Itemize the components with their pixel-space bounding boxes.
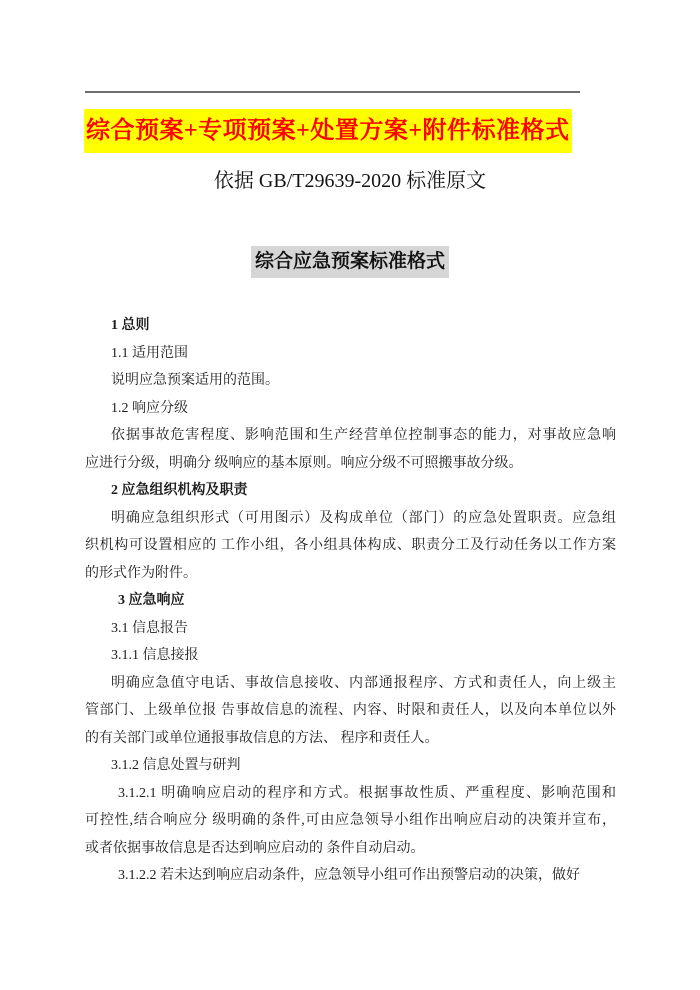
heading-3-1-info-report: 3.1 信息报告 <box>111 620 188 636</box>
main-title-block <box>84 109 616 153</box>
para-3-1-2-1-line: 或者依据事故信息是否达到响应启动的 条件自动启动。 <box>85 840 425 856</box>
heading-1-2-response-grading: 1.2 响应分级 <box>111 400 188 416</box>
heading-3-response: 3 应急响应 <box>118 593 185 608</box>
para-3-1-2-1-line: 3.1.2.1 明确响应启动的程序和方式。根据事故性质、严重程度、影响范围和 <box>118 785 616 801</box>
heading-1-general: 1 总则 <box>111 318 150 333</box>
para-info-receive-line: 明确应急值守电话、事故信息接收、内部通报程序、方式和责任人，向上级主 <box>111 675 616 691</box>
para-response-grading-line: 依据事故危害程度、影响范围和生产经营单位控制事态的能力，对事故应急响 <box>111 428 616 443</box>
para-info-receive-line: 管部门、上级单位报 告事故信息的流程、内容、时限和责任人，以及向本单位以外 <box>85 703 616 718</box>
para-organization-line: 织机构可设置相应的 工作小组，各小组具体构成、职责分工及行动任务以工作方案 <box>85 538 616 553</box>
section-title-block <box>0 246 700 278</box>
para-organization-line: 明确应急组织形式（可用图示）及构成单位（部门）的应急处置职责。应急组 <box>111 510 616 526</box>
para-3-1-2-1-line: 可控性,结合响应分 级明确的条件,可由应急领导小组作出响应启动的决策并宣布， <box>85 813 616 828</box>
para-info-receive-line: 的有关部门或单位通报事故信息的方法、 程序和责任人。 <box>85 730 439 746</box>
para-response-grading-line: 应进行分级，明确分 级响应的基本原则。响应分级不可照搬事故分级。 <box>85 455 523 471</box>
para-organization-line: 的形式作为附件。 <box>85 565 197 581</box>
top-divider-rule <box>85 91 580 93</box>
heading-3-1-2-info-handling: 3.1.2 信息处置与研判 <box>111 758 241 773</box>
para-3-1-2-2-line: 3.1.2.2 若未达到响应启动条件，应急领导小组可作出预警启动的决策，做好 <box>118 868 580 883</box>
document-body <box>85 312 616 890</box>
section-title: 综合应急预案标准格式 <box>251 246 449 278</box>
subtitle: 依据 GB/T29639-2020 标准原文 <box>213 170 487 192</box>
heading-2-organization: 2 应急组织机构及职责 <box>111 483 248 498</box>
main-title: 综合预案+专项预案+处置方案+附件标准格式 <box>84 109 572 153</box>
heading-3-1-1-info-receive: 3.1.1 信息接报 <box>111 648 199 663</box>
para-scope: 说明应急预案适用的范围。 <box>111 373 279 388</box>
heading-1-1-scope: 1.1 适用范围 <box>111 345 188 361</box>
